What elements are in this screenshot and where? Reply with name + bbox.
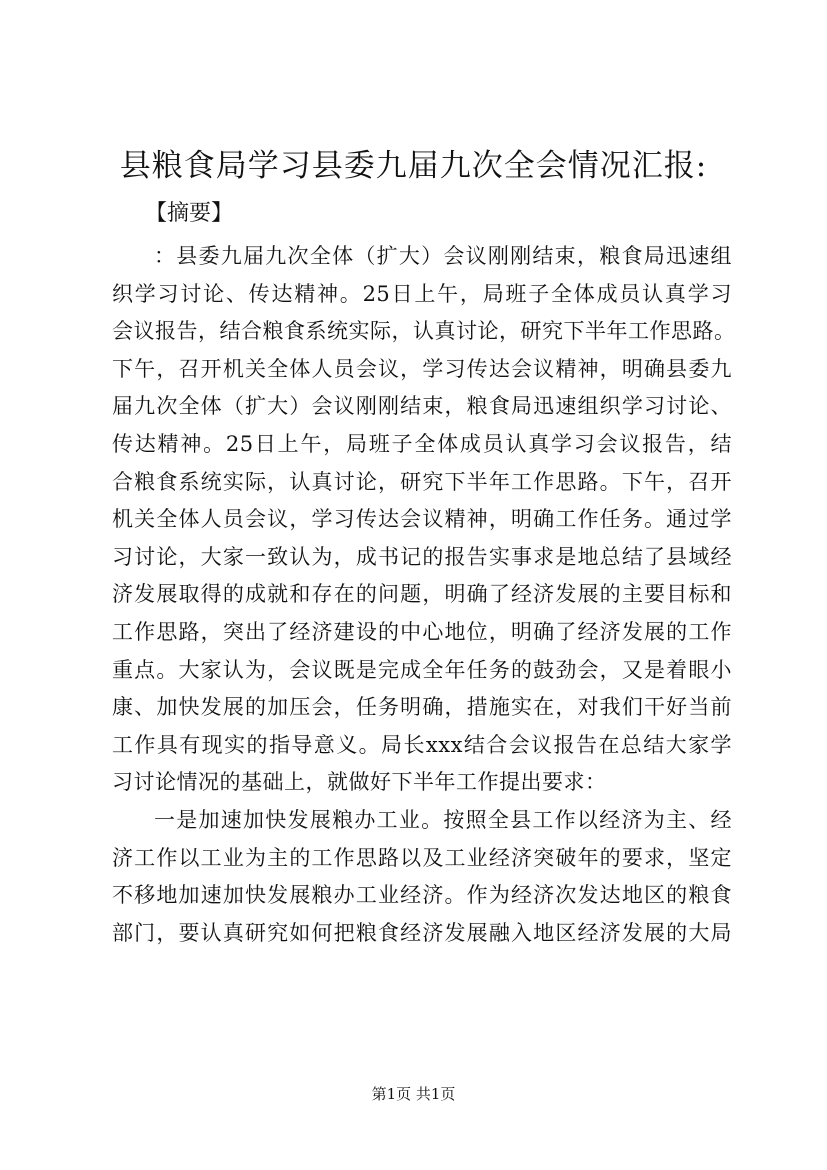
- text-line: 不移地加速加快发展粮办工业经济。作为经济次发达地区的粮食: [112, 883, 732, 908]
- text-line: 工作思路，突出了经济建设的中心地位，明确了经济发展的工作: [112, 619, 732, 644]
- text-line: 工作具有现实的指导意义。局长xxx结合会议报告在总结大家学: [112, 732, 732, 757]
- text-line: 届九次全体（扩大）会议刚刚结束，粮食局迅速组织学习讨论、: [112, 394, 732, 419]
- text-line: 下午，召开机关全体人员会议，学习传达会议精神，明确县委九: [112, 356, 732, 381]
- text-line: 一是加速加快发展粮办工业。按照全县工作以经济为主、经: [154, 807, 732, 832]
- text-line: 康、加快发展的加压会，任务明确，措施实在，对我们干好当前: [112, 695, 732, 720]
- text-line: 习讨论，大家一致认为，成书记的报告实事求是地总结了县域经: [112, 544, 732, 569]
- text-line: 合粮食系统实际，认真讨论，研究下半年工作思路。下午，召开: [112, 469, 732, 494]
- paragraph-2: [112, 802, 732, 952]
- text-line: 织学习讨论、传达精神。25日上午，局班子全体成员认真学习: [112, 281, 732, 306]
- text-line: 会议报告，结合粮食系统实际，认真讨论，研究下半年工作思路。: [112, 319, 736, 344]
- text-line: 机关全体人员会议，学习传达会议精神，明确工作任务。通过学: [112, 507, 732, 532]
- text-line: 济工作以工业为主的工作思路以及工业经济突破年的要求，坚定: [112, 845, 732, 870]
- abstract-label: 【摘要】: [145, 201, 234, 226]
- document-title: 县粮食局学习县委九届九次全会情况汇报:: [119, 148, 708, 184]
- text-line: 济发展取得的成就和存在的问题，明确了经济发展的主要目标和: [112, 582, 732, 607]
- paragraph-1: [112, 238, 736, 802]
- text-line: 重点。大家认为，会议既是完成全年任务的鼓劲会，又是着眼小: [112, 657, 732, 682]
- text-line: 传达精神。25日上午，局班子全体成员认真学习会议报告，结: [112, 431, 732, 456]
- text-line: ：县委九届九次全体（扩大）会议刚刚结束，粮食局迅速组: [154, 244, 732, 268]
- text-line: 习讨论情况的基础上，就做好下半年工作提出要求：: [112, 770, 607, 795]
- document-body: [112, 238, 736, 952]
- page-footer: 第1页 共1页: [371, 1085, 456, 1103]
- text-line: 部门，要认真研究如何把粮食经济发展融入地区经济发展的大局: [112, 920, 732, 945]
